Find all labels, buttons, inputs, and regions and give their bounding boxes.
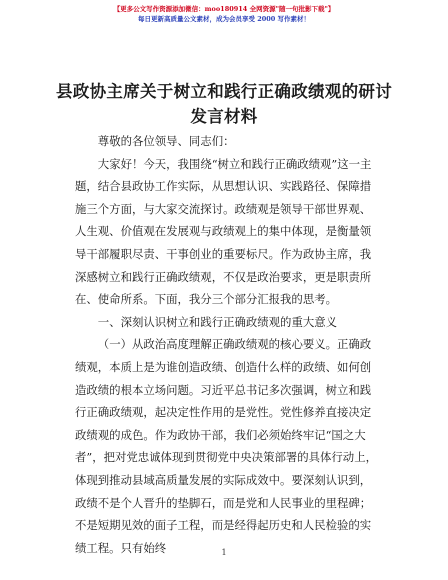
salutation: 尊敬的各位领导、同志们： [97,134,235,148]
promo-banner-line2: 每日更新高质量公文素材，成为会员享受 2000 写作素材！ [137,15,311,23]
document-title [40,79,408,129]
title-line2: 发言材料 [190,107,258,126]
page-number: 1 [221,548,227,557]
title-line1: 县政协主席关于树立和践行正确政绩观的研讨 [56,82,392,101]
promo-banner-line1: 【更多公文写作资源添加微信：moo180914 全网资源"随一句批影下载"】 [113,5,335,13]
paragraph-intro: 大家好！今天，我围绕“树立和践行正确政绩观”这一主题，结合县政协工作实际，从思想认识、实践路径、保障措施三个方面，与大家交流探讨。政绩观是领导干部世界观、人生观、价值观在发展观与政绩观上的集中体现，是衡量领导干部履职尽责、干事创业的重要标尺。作为政协主席，我深感树立和践行正确政绩观，不仅是政治要求，更是职责所在、使命所系。下面，我分三个部分汇报我的思考。 [75,156,372,307]
document-body [75,130,381,559]
section-heading-1: 一、深刻认识树立和践行正确政绩观的重大意义 [97,314,338,329]
paragraph-section-1-1: （一）从政治高度理解正确政绩观的核心要义。正确政绩观，本质上是为谁创造政绩、创造什么样的政绩、如何创造政绩的根本立场问题。习近平总书记多次强调，树立和践行正确政绩观，起决定性作用的是党性。党性修养直接决定政绩观的成色。作为政协干部，我们必须始终牢记“国之大者”，把对党忠诚体现到贯彻党中央决策部署的具体行动上，体现到推动县域高质量发展的实际成效中。要深刻认识到，政绩不是个人晋升的垫脚石，而是党和人民事业的里程碑；不是短期见效的面子工程，而是经得起历史和人民检验的实绩工程。只有始终 [75,337,377,555]
